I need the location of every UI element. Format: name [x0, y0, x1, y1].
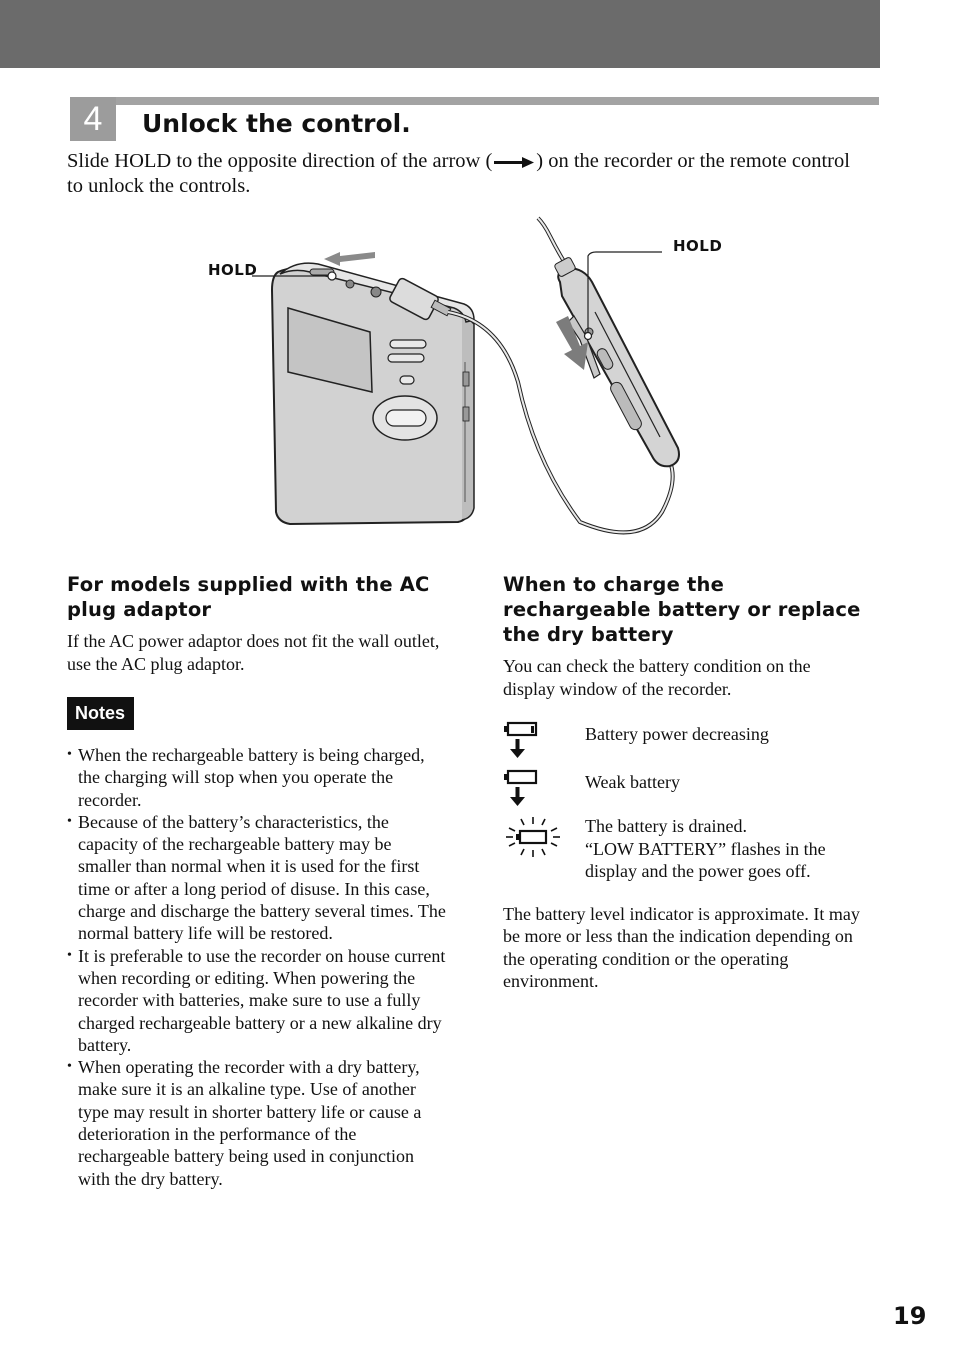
battery-weak-icon: [503, 766, 543, 814]
battery-state-label: Battery power decreasing: [585, 724, 769, 744]
battery-state-row: [503, 766, 863, 814]
step-title: Unlock the control.: [142, 109, 411, 138]
note-item: • It is preferable to use the recorder on house current when recording or editing. When powering the recorder with batteries, make sure to use a fully charged rechargeable battery or a new alkaline dry battery.: [67, 945, 447, 1056]
battery-flashing-icon: [503, 814, 563, 860]
ac-adaptor-paragraph: If the AC power adaptor does not fit the wall outlet, use the AC plug adaptor.: [67, 631, 440, 674]
battery-closing-paragraph: The battery level indicator is approximate. It may be more or less than the indication depending on the operating condition or the operating environment.: [503, 903, 860, 991]
battery-state-row: [503, 718, 863, 766]
battery-state-table: [503, 718, 863, 883]
battery-low-icon: [503, 718, 543, 766]
battery-drained-line: The battery is drained.: [585, 816, 747, 836]
low-battery-line: “LOW BATTERY” flashes in the display and the power goes off.: [585, 838, 826, 881]
notes-list: [67, 744, 447, 1190]
step-rule: [116, 97, 879, 105]
step-number: 4: [70, 97, 116, 141]
notes-badge: Notes: [67, 697, 134, 730]
recorder-remote-drawing: [200, 212, 723, 542]
page-number: 19: [893, 1302, 927, 1330]
ac-adaptor-heading: For models supplied with the AC plug adaptor: [67, 573, 430, 621]
battery-state-label: [585, 814, 863, 883]
right-arrow-icon: [492, 155, 536, 169]
step-instruction: [67, 149, 867, 199]
note-item: • When operating the recorder with a dry battery, make sure it is an alkaline type. Use of another type may result in shorter battery life or cause a deterioration in the performance of the rechargeable battery being used in conjunction with the dry battery.: [67, 1056, 447, 1190]
hold-label-recorder: HOLD: [208, 261, 258, 279]
recorder-illustration: [200, 212, 723, 542]
step-text-after: ) on the recorder or the remote control to unlock the controls.: [67, 150, 850, 197]
battery-state-row: [503, 814, 863, 883]
battery-state-label: Weak battery: [585, 772, 681, 792]
battery-paragraph: You can check the battery condition on the display window of the recorder.: [503, 656, 811, 699]
note-item: • Because of the battery’s characteristics, the capacity of the rechargeable battery may be smaller than normal when it is used for the first time or after a long period of disuse. In this case, charge and discharge the battery several times. The normal battery life will be restored.: [67, 811, 447, 945]
header-bar: [0, 0, 880, 68]
battery-heading: When to charge the rechargeable battery or replace the dry battery: [503, 573, 861, 646]
step-text-before: Slide HOLD to the opposite direction of the arrow (: [67, 150, 493, 172]
hold-label-remote: HOLD: [673, 237, 723, 255]
note-item: • When the rechargeable battery is being charged, the charging will stop when you operate the recorder.: [67, 744, 447, 811]
right-column: [503, 572, 863, 993]
left-column: [67, 572, 447, 1190]
